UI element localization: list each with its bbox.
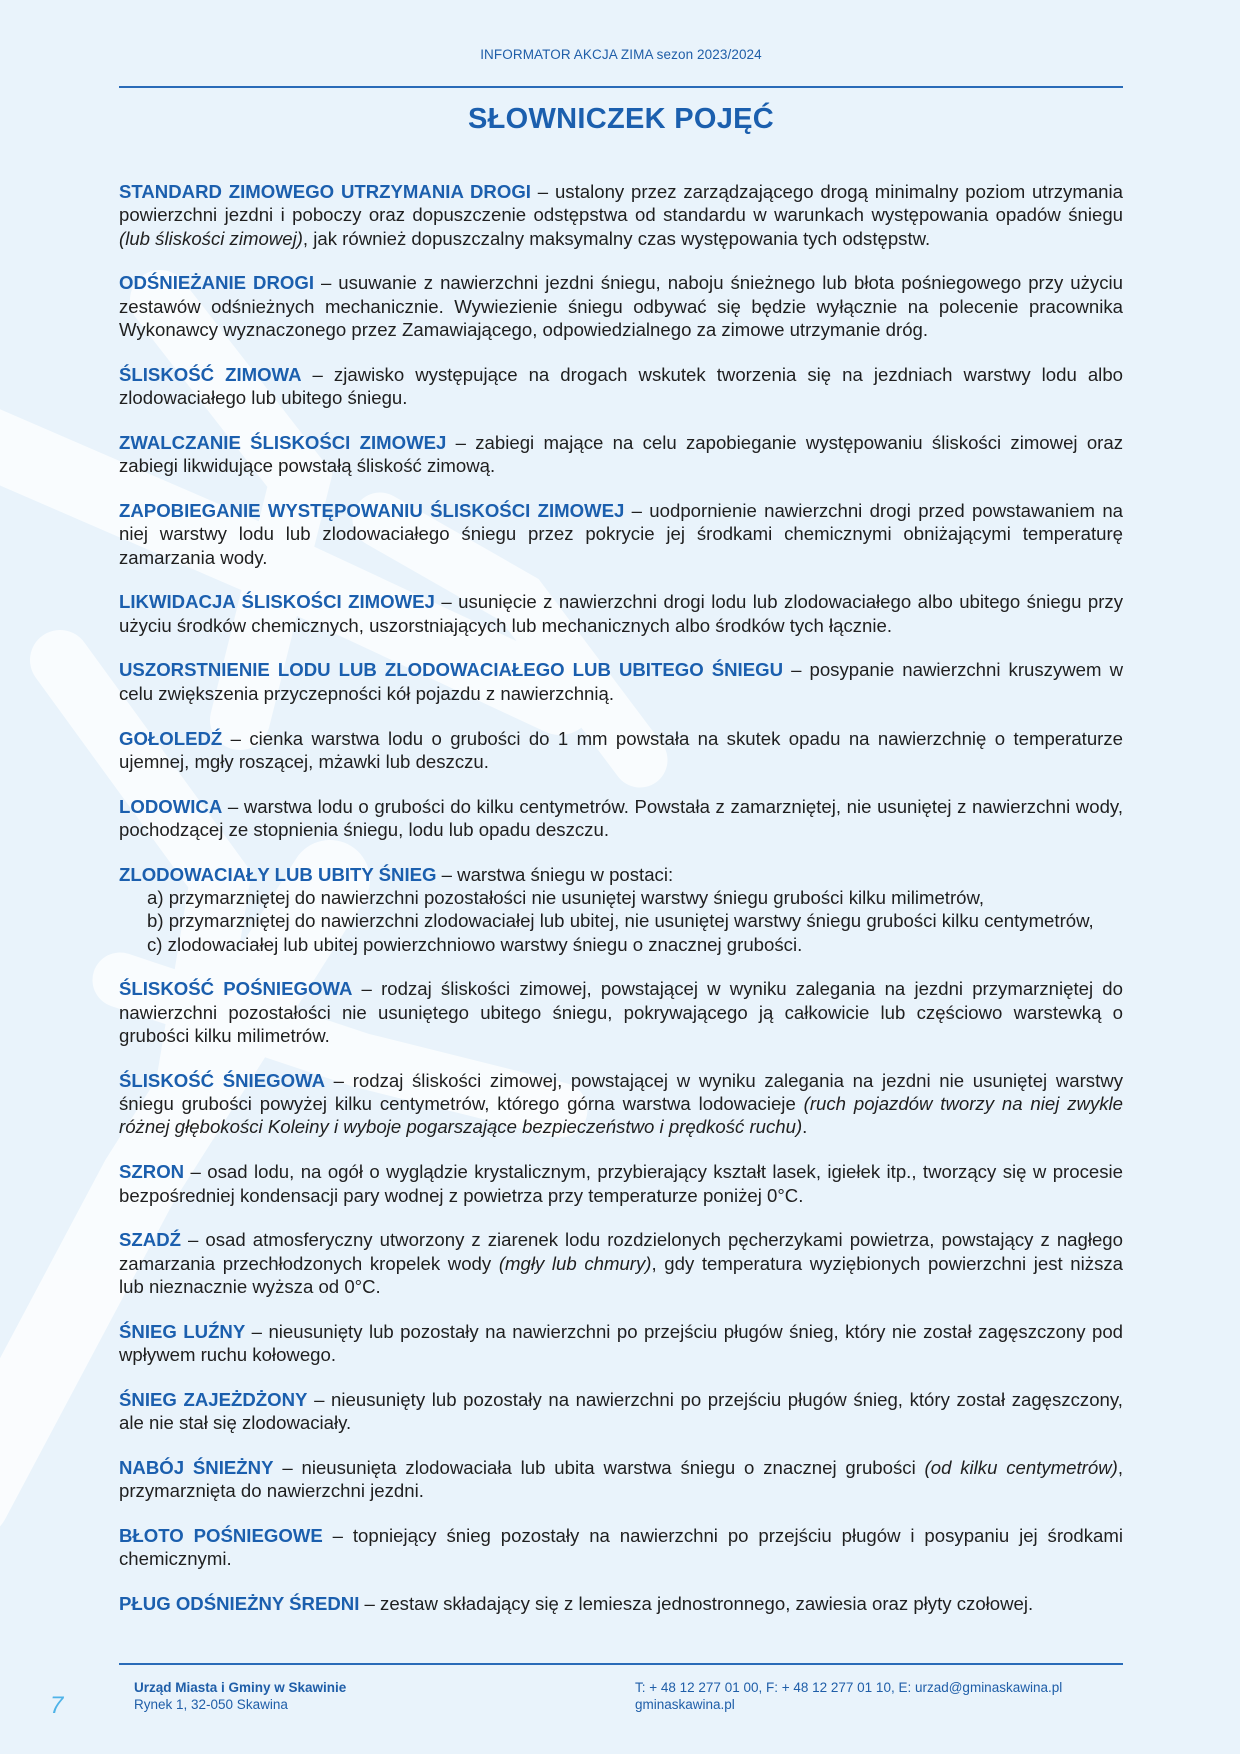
glossary-entry bbox=[119, 363, 1123, 410]
entry-definition: – zestaw składający się z lemiesza jednostronnego, zawiesia oraz płyty czołowej. bbox=[359, 1593, 1034, 1615]
entry-definition: – warstwa śniegu w postaci: bbox=[436, 863, 674, 885]
entry-definition: – usuwanie z nawierzchni jezdni śniegu, naboju śnieżnego lub błota pośniegowego przy użyciu zestawów odśnieżnych mechanicznie. Wywiezienie śniegu odbywać się będzie wyłącznie na polecenie pracownika Wykonawcy wyznaczonego przez Zamawiającego, odpowiedzialnego za zimowe utrzymanie dróg. bbox=[119, 272, 1123, 340]
glossary-entry bbox=[119, 499, 1123, 569]
page-number: 7 bbox=[50, 1692, 64, 1719]
entry-term: ODŚNIEŻANIE DROGI bbox=[119, 272, 314, 294]
entry-italic-note: (mgły lub chmury) bbox=[498, 1252, 652, 1274]
glossary-entry bbox=[119, 431, 1123, 478]
entry-definition: – zabiegi mające na celu zapobieganie występowaniu śliskości zimowej oraz zabiegi likwidujące powstałą śliskość zimową. bbox=[119, 431, 1123, 477]
footer-address: Rynek 1, 32-050 Skawina bbox=[134, 1697, 288, 1712]
footer-divider bbox=[119, 1663, 1123, 1665]
entry-definition: – cienka warstwa lodu o grubości do 1 mm powstała na skutek opadu na nawierzchnię o temperaturze ujemnej, mgły roszącej, mżawki lub deszczu. bbox=[119, 727, 1123, 772]
list-entry-heading bbox=[119, 863, 1123, 886]
sublist-item: c) zlodowaciałej lub ubitej powierzchniowo warstwy śniegu o znacznej grubości. bbox=[147, 933, 803, 955]
glossary-entry bbox=[119, 658, 1123, 705]
entry-definition: – rodzaj śliskości zimowej, powstającej w wyniku zalegania na jezdni przymarzniętej do nawierzchni pozostałości nie usuniętego ubitego śniegu, pokrywającego ją całkowicie lub częściowo warstewką o grubości kilku milimetrów. bbox=[119, 978, 1123, 1047]
glossary-entry bbox=[119, 1320, 1123, 1367]
footer-address-block bbox=[134, 1679, 346, 1713]
entry-italic-note: (ruch pojazdów tworzy na niej zwykle różnej głębokości Koleiny i wyboje pogarszające bezpieczeństwo i prędkość ruchu) bbox=[119, 1093, 1124, 1138]
entry-term: LODOWICA bbox=[119, 795, 223, 817]
entry-definition: – zjawisko występujące na drogach wskutek tworzenia się na jezdniach warstwy lodu albo zlodowaciałego lub ubitego śniegu. bbox=[119, 363, 1123, 409]
footer-website-link[interactable]: gminaskawina.pl bbox=[635, 1697, 735, 1712]
entry-term: ZAPOBIEGANIE WYSTĘPOWANIU ŚLISKOŚCI ZIMOWEJ bbox=[119, 499, 625, 521]
entry-definition: – usunięcie z nawierzchni drogi lodu lub zlodowaciałego albo ubitego śniegu przy użyciu środków chemicznych, uszorstniających lub mechanicznych albo środków tych łącznie. bbox=[119, 591, 1124, 636]
footer-contact-block bbox=[635, 1679, 1062, 1713]
entry-term: LIKWIDACJA ŚLISKOŚCI ZIMOWEJ bbox=[119, 591, 435, 613]
glossary-entry bbox=[119, 1069, 1123, 1139]
glossary-entry bbox=[119, 1228, 1123, 1298]
entry-definition: – nieusunięty lub pozostały na nawierzchni po przejściu pługów śnieg, który został zagęszczony, ale nie stał się zlodowaciały. bbox=[119, 1388, 1123, 1434]
glossary-entry bbox=[119, 271, 1123, 341]
entry-definition: – nieusunięty lub pozostały na nawierzchni po przejściu pługów śnieg, który nie został zagęszczony pod wpływem ruchu kołowego. bbox=[119, 1320, 1124, 1365]
glossary-entry bbox=[119, 727, 1123, 774]
page-title: SŁOWNICZEK POJĘĆ bbox=[467, 103, 775, 135]
entry-definition: – uodpornienie nawierzchni drogi przed powstawaniem na niej warstwy lodu lub zlodowaciałego śniegu przez pokrycie jej środkami chemicznymi obniżającymi temperaturę zamarzania wody. bbox=[119, 499, 1123, 568]
glossary-entry bbox=[119, 1456, 1123, 1503]
glossary-content bbox=[119, 180, 1123, 1637]
glossary-entry-with-list bbox=[119, 863, 1123, 956]
sublist-item: a) przymarzniętej do nawierzchni pozostałości nie usuniętej warstwy śniegu grubości kilku milimetrów, bbox=[147, 887, 985, 909]
entry-term: ŚLISKOŚĆ ZIMOWA bbox=[119, 363, 302, 385]
entry-definition-end: , gdy temperatura wyziębionych powierzchni jest niższa lub nieznacznie wyższa od 0°C. bbox=[119, 1252, 1124, 1297]
entry-italic-note: (od kilku centymetrów) bbox=[924, 1456, 1118, 1478]
footer-contact: T: + 48 12 277 01 00, F: + 48 12 277 01 10, E: urzad@gminaskawina.pl bbox=[635, 1680, 1063, 1695]
entry-italic-note: (lub śliskości zimowej) bbox=[119, 227, 303, 249]
glossary-entry bbox=[119, 1524, 1123, 1571]
glossary-entry bbox=[119, 1388, 1123, 1435]
running-header: INFORMATOR AKCJA ZIMA sezon 2023/2024 bbox=[480, 47, 762, 62]
entry-definition-end: , przymarznięta do nawierzchni jezdni. bbox=[119, 1456, 1123, 1502]
glossary-entry bbox=[119, 180, 1123, 250]
entry-term: SZADŹ bbox=[119, 1229, 181, 1251]
entry-term: ŚNIEG LUŹNY bbox=[119, 1320, 246, 1342]
entry-definition-end: , jak również dopuszczalny maksymalny czas występowania tych odstępstw. bbox=[302, 227, 931, 249]
glossary-entry bbox=[119, 1592, 1123, 1615]
footer-organization: Urząd Miasta i Gminy w Skawinie bbox=[134, 1680, 347, 1695]
entry-definition: – rodzaj śliskości zimowej, powstającej w wyniku zalegania na jezdni nie usuniętej warstwy śniegu grubości powyżej kilku centymetrów, którego górna warstwa lodowacieje bbox=[119, 1069, 1123, 1115]
sublist-item: b) przymarzniętej do nawierzchni zlodowaciałej lub ubitej, nie usuniętej warstwy śniegu grubości kilku centymetrów, bbox=[147, 910, 1094, 932]
entry-definition-end: . bbox=[802, 1116, 808, 1138]
entry-term: GOŁOLEDŹ bbox=[119, 727, 223, 749]
header-divider bbox=[119, 86, 1123, 88]
entry-definition: – osad lodu, na ogół o wyglądzie krystalicznym, przybierający kształt lasek, igiełek itp., tworzący się w procesie bezpośredniej kondensacji pary wodnej z powietrza przy temperaturze poniżej 0°C. bbox=[119, 1161, 1123, 1206]
entry-definition: – osad atmosferyczny utworzony z ziarenek lodu rozdzielonych pęcherzykami powietrza, powstający z nagłego zamarzania przechłodzonych kropelek wody bbox=[119, 1229, 1123, 1274]
glossary-entry bbox=[119, 977, 1123, 1047]
entry-definition: – nieusunięta zlodowaciała lub ubita warstwa śniegu o znacznej grubości bbox=[273, 1456, 925, 1478]
entry-term: ZWALCZANIE ŚLISKOŚCI ZIMOWEJ bbox=[119, 431, 447, 453]
entry-term: NABÓJ ŚNIEŻNY bbox=[119, 1456, 274, 1478]
entry-sublist bbox=[119, 886, 1123, 956]
entry-term: ŚLISKOŚĆ POŚNIEGOWA bbox=[119, 978, 353, 1000]
entry-definition: – posypanie nawierzchni kruszywem w celu zwiększenia przyczepności kół pojazdu z nawierzchnią. bbox=[119, 659, 1124, 704]
glossary-entry bbox=[119, 795, 1123, 842]
entry-definition: – warstwa lodu o grubości do kilku centymetrów. Powstała z zamarzniętej, nie usuniętej z nawierzchni wody, pochodzącej ze stopnienia śniegu, lodu lub opadu deszczu. bbox=[119, 795, 1123, 840]
entry-term: ŚNIEG ZAJEŻDŻONY bbox=[119, 1388, 308, 1410]
entry-term: ZLODOWACIAŁY LUB UBITY ŚNIEG bbox=[119, 863, 437, 885]
entry-term: USZORSTNIENIE LODU LUB ZLODOWACIAŁEGO LUB UBITEGO ŚNIEGU bbox=[119, 659, 784, 681]
glossary-entry bbox=[119, 590, 1123, 637]
entry-definition: – topniejący śnieg pozostały na nawierzchni po przejściu pługów i posypaniu jej środkami chemicznymi. bbox=[119, 1524, 1123, 1570]
entry-term: SZRON bbox=[119, 1161, 185, 1183]
entry-term: ŚLISKOŚĆ ŚNIEGOWA bbox=[119, 1069, 325, 1091]
entry-definition: – ustalony przez zarządzającego drogą minimalny poziom utrzymania powierzchni jezdni i poboczy oraz dopuszczenie odstępstwa od standardu w warunkach występowania opadów śniegu bbox=[119, 181, 1123, 226]
entry-term: PŁUG ODŚNIEŻNY ŚREDNI bbox=[119, 1593, 360, 1615]
entry-term: BŁOTO POŚNIEGOWE bbox=[119, 1524, 323, 1546]
entry-term: STANDARD ZIMOWEGO UTRZYMANIA DROGI bbox=[119, 181, 531, 202]
glossary-entry bbox=[119, 1160, 1123, 1207]
